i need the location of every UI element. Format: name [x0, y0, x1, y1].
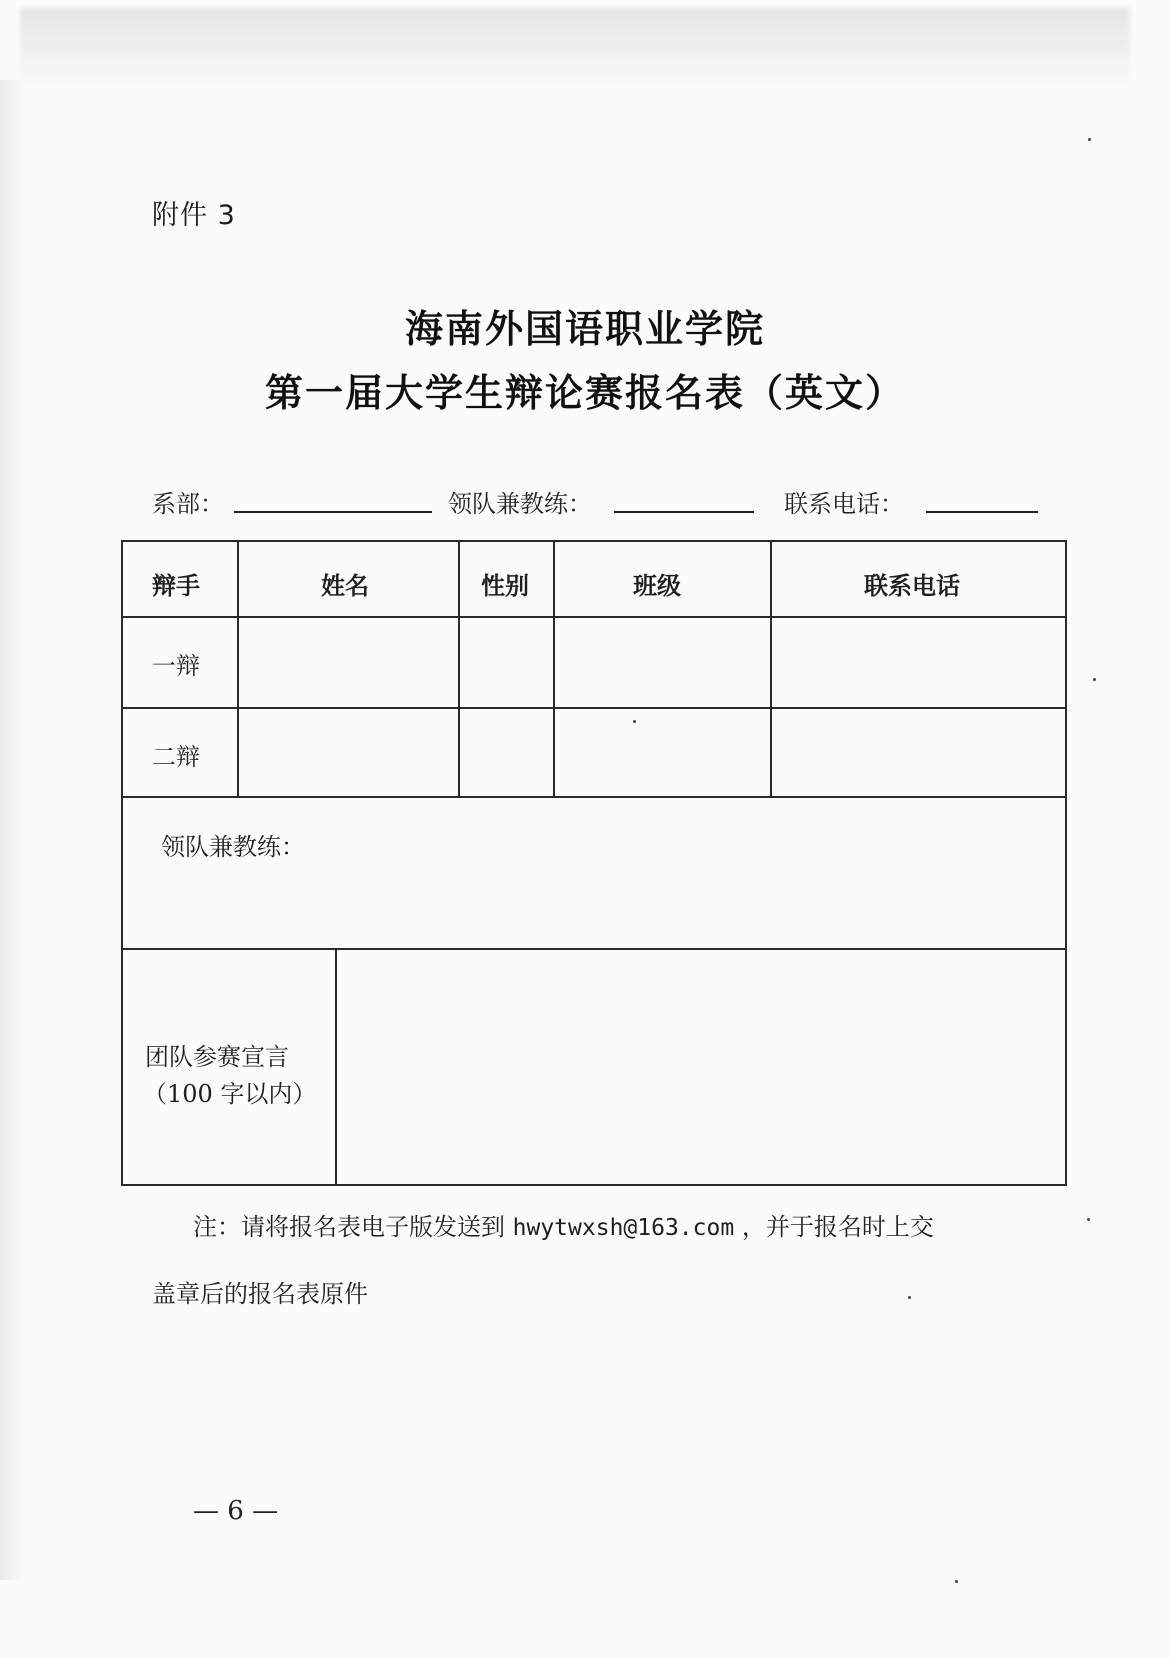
scan-bleed-through: [20, 8, 1130, 88]
note-line2: 盖章后的报名表原件: [152, 1280, 368, 1308]
note-text: [193, 1207, 934, 1242]
table-rule: [121, 796, 1067, 798]
note-prefix: 注：请将报名表电子版发送到: [193, 1213, 505, 1241]
table-rule: [121, 616, 1067, 618]
registration-table: [121, 540, 1067, 1186]
table-border-left: [121, 540, 123, 1186]
phone-label: 联系电话：: [784, 490, 904, 518]
coach-field[interactable]: [614, 511, 754, 513]
header-debater: 辩手: [152, 572, 200, 600]
table-rule: [121, 707, 1067, 709]
attachment-label: 附件 3: [152, 200, 236, 231]
table-column-rule: [553, 540, 555, 798]
department-label: 系部：: [152, 490, 224, 518]
scan-speck: [1088, 138, 1091, 141]
table-border-bottom: [121, 1184, 1067, 1186]
table-rule: [121, 948, 1067, 950]
table-column-rule: [770, 540, 772, 798]
header-name: 姓名: [321, 572, 369, 600]
header-class: 班级: [633, 572, 681, 600]
form-title: 第一届大学生辩论赛报名表（英文）: [264, 370, 905, 415]
phone-field[interactable]: [926, 511, 1038, 513]
row-second-debater-label: 二辩: [152, 743, 200, 771]
form-title-institution: 海南外国语职业学院: [404, 306, 765, 351]
scan-speck: [955, 1580, 958, 1583]
header-phone: 联系电话: [864, 572, 960, 600]
scan-speck: [633, 720, 636, 723]
note-suffix: ，并于报名时上交: [741, 1213, 934, 1241]
header-gender: 性别: [481, 572, 529, 600]
declaration-label: 团队参赛宣言: [145, 1043, 289, 1071]
coach-row-label: 领队兼教练：: [161, 833, 305, 861]
scan-speck: [908, 1296, 911, 1299]
contact-email: hwytwxsh@163.com: [512, 1215, 735, 1241]
scan-speck: [1093, 678, 1096, 681]
page-number: — 6 —: [193, 1496, 279, 1526]
department-field[interactable]: [234, 511, 432, 513]
table-border-top: [121, 540, 1067, 542]
scan-speck: [1087, 1218, 1090, 1221]
table-border-right: [1065, 540, 1067, 1186]
row-first-debater-label: 一辩: [152, 652, 200, 680]
coach-label: 领队兼教练：: [448, 490, 592, 518]
table-column-rule: [458, 540, 460, 798]
table-column-rule: [237, 540, 239, 798]
table-column-rule: [335, 948, 337, 1186]
declaration-limit: （100 字以内）: [143, 1080, 317, 1108]
